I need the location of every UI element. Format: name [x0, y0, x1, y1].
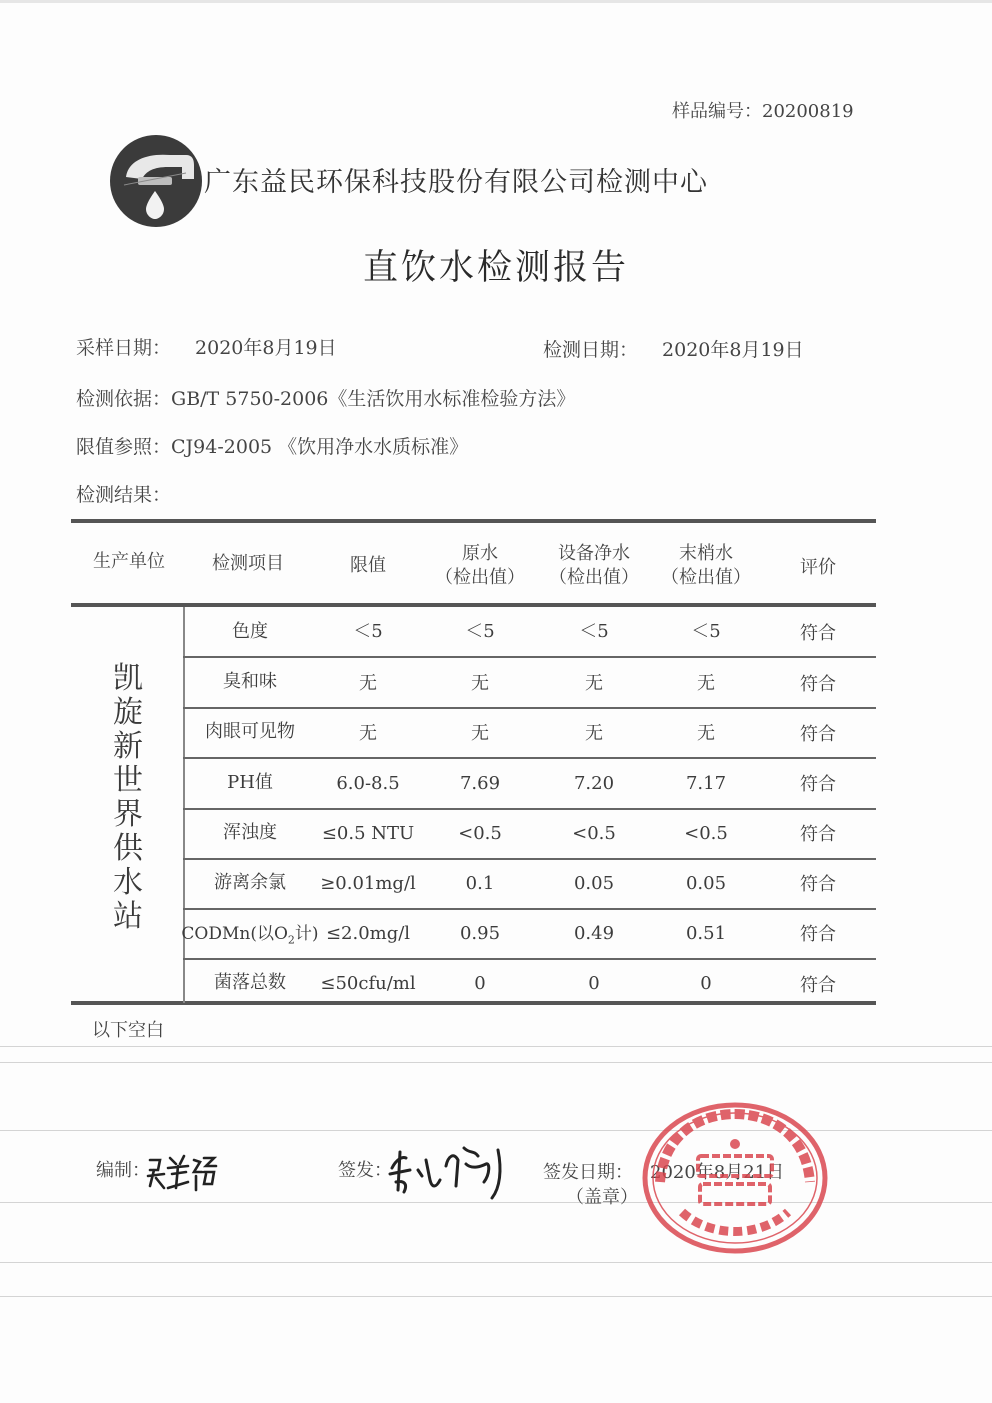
scan-line — [0, 1046, 992, 1047]
editor-label: 编制： — [96, 1160, 150, 1181]
editor-signature — [146, 1150, 218, 1192]
header-purified-water — [538, 542, 650, 590]
table-top-rule — [71, 519, 876, 523]
row-item-subscript: 2 — [287, 933, 295, 947]
report-title: 直饮水检测报告 — [362, 248, 629, 288]
issue-date-value: 2020年8月21日 — [650, 1162, 785, 1183]
issuer-signature — [386, 1130, 512, 1204]
seal-note: （盖章） — [566, 1187, 638, 1208]
header-tap-water-line2: （检出值） — [661, 567, 751, 588]
sample-number: 样品编号：20200819 — [672, 101, 854, 122]
row-divider — [183, 958, 876, 960]
blank-below-note: 以下空白 — [92, 1020, 164, 1041]
test-basis-value: GB/T 5750-2006《生活饮用水标准检验方法》 — [171, 388, 576, 410]
issuer-label: 签发： — [338, 1160, 392, 1181]
faucet-water-drop-icon — [108, 133, 204, 229]
row-tap-value: 7.17 — [685, 773, 727, 794]
row-item: 菌落总数 — [214, 972, 286, 993]
row-limit: ≥0.01mg/l — [320, 873, 416, 894]
row-limit: ≤50cfu/ml — [320, 973, 416, 994]
row-evaluation: 符合 — [800, 874, 836, 895]
header-tap-water — [650, 542, 762, 590]
row-purified-value: 0.49 — [573, 923, 615, 944]
row-limit: 6.0-8.5 — [336, 773, 400, 794]
production-unit-name: 凯 旋 新 世 界 供 水 站 — [113, 661, 143, 934]
test-date-value: 2020年8月19日 — [662, 339, 804, 361]
row-divider — [183, 808, 876, 810]
row-tap-value: 0.51 — [685, 923, 727, 944]
row-item: 浑浊度 — [223, 822, 277, 843]
sampling-date-label: 采样日期： — [76, 337, 172, 359]
row-raw-value: 0.95 — [459, 923, 501, 944]
row-tap-value: 无 — [697, 723, 715, 744]
row-tap-value: <0.5 — [684, 823, 728, 844]
row-evaluation: 符合 — [800, 674, 836, 695]
row-raw-value: 无 — [471, 723, 489, 744]
header-item: 检测项目 — [212, 553, 284, 574]
header-tap-water-line1: 末梢水 — [679, 543, 733, 564]
limit-reference-label: 限值参照： — [76, 436, 172, 458]
row-evaluation: 符合 — [800, 824, 836, 845]
row-evaluation: 符合 — [800, 924, 836, 945]
organization-name: 广东益民环保科技股份有限公司检测中心 — [204, 167, 708, 198]
row-divider — [183, 858, 876, 860]
row-purified-value: <0.5 — [572, 823, 616, 844]
test-basis-label: 检测依据： — [76, 388, 172, 410]
header-raw-water-line2: （检出值） — [435, 567, 525, 588]
table-bottom-rule — [71, 1001, 876, 1005]
limit-reference-row — [76, 432, 468, 459]
row-divider — [183, 908, 876, 910]
row-raw-value: ＜5 — [465, 621, 495, 642]
row-limit: 无 — [359, 673, 377, 694]
row-purified-value: 0.05 — [573, 873, 615, 894]
row-limit: ≤0.5 NTU — [321, 823, 415, 844]
row-purified-value: ＜5 — [579, 621, 609, 642]
row-item — [180, 923, 320, 951]
row-item: PH值 — [227, 772, 273, 793]
scan-edge — [0, 0, 992, 3]
row-purified-value: 7.20 — [573, 773, 615, 794]
test-date-row — [543, 335, 804, 362]
row-limit: 无 — [359, 723, 377, 744]
row-item: 肉眼可见物 — [205, 721, 295, 742]
row-limit: ＜5 — [353, 621, 383, 642]
test-date-label: 检测日期： — [543, 339, 639, 361]
scan-line — [0, 1062, 992, 1063]
row-item: 色度 — [232, 621, 268, 642]
row-tap-value: 0.05 — [685, 873, 727, 894]
row-tap-value: 无 — [697, 673, 715, 694]
row-divider — [183, 757, 876, 759]
header-unit: 生产单位 — [93, 551, 165, 572]
row-purified-value: 无 — [585, 723, 603, 744]
test-result-label: 检测结果： — [76, 484, 172, 506]
row-item: 臭和味 — [223, 671, 277, 692]
row-tap-value: 0 — [700, 973, 712, 994]
row-raw-value: 0.1 — [465, 873, 495, 894]
sampling-date-row — [76, 333, 337, 360]
row-raw-value: 无 — [471, 673, 489, 694]
row-evaluation: 符合 — [800, 623, 836, 644]
row-divider — [183, 707, 876, 709]
scan-line — [0, 1262, 992, 1263]
header-limit: 限值 — [350, 555, 386, 576]
row-evaluation: 符合 — [800, 724, 836, 745]
scan-line — [0, 1296, 992, 1297]
row-item: 游离余氯 — [214, 872, 286, 893]
row-evaluation: 符合 — [800, 774, 836, 795]
header-raw-water-line1: 原水 — [462, 543, 498, 564]
header-purified-water-line2: （检出值） — [549, 567, 639, 588]
issue-date-label: 签发日期： — [543, 1162, 633, 1183]
row-divider — [183, 656, 876, 658]
row-tap-value: ＜5 — [691, 621, 721, 642]
header-purified-water-line1: 设备净水 — [558, 543, 630, 564]
sampling-date-value: 2020年8月19日 — [195, 337, 337, 359]
header-raw-water — [424, 542, 536, 590]
row-item-text: CODMn(以O — [181, 924, 288, 944]
table-header-rule — [71, 603, 876, 607]
row-raw-value: 0 — [474, 973, 486, 994]
header-evaluation: 评价 — [800, 557, 836, 578]
company-seal — [640, 1100, 830, 1256]
row-item-text-suffix: 计) — [294, 924, 319, 944]
row-raw-value: 7.69 — [459, 773, 501, 794]
row-raw-value: <0.5 — [458, 823, 502, 844]
row-purified-value: 无 — [585, 673, 603, 694]
test-basis-row — [76, 384, 575, 411]
row-purified-value: 0 — [588, 973, 600, 994]
row-limit: ≤2.0mg/l — [325, 923, 411, 944]
row-evaluation: 符合 — [800, 975, 836, 996]
limit-reference-value: CJ94-2005 《饮用净水水质标准》 — [171, 436, 469, 458]
